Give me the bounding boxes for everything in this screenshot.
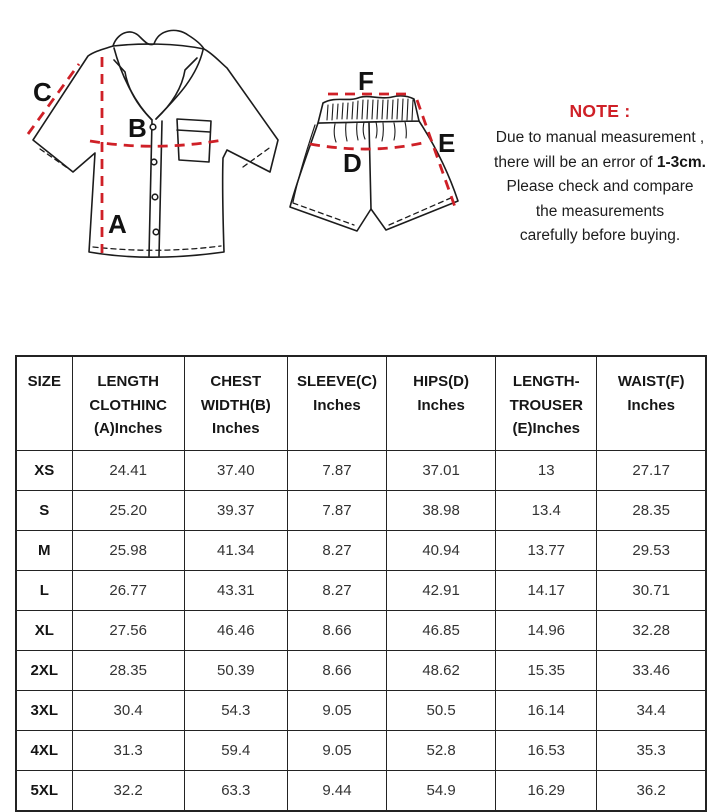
value-cell: 31.3 xyxy=(72,731,184,771)
measurement-label-e: E xyxy=(438,128,456,158)
header-row xyxy=(16,356,706,451)
value-cell: 8.66 xyxy=(287,611,386,651)
table-row xyxy=(16,771,706,812)
note-line: there will be an error of 1-3cm. xyxy=(494,153,706,171)
measurement-label-f: F xyxy=(358,66,374,96)
value-cell: 35.3 xyxy=(597,731,706,771)
size-cell: XL xyxy=(16,611,72,651)
value-cell: 16.29 xyxy=(496,771,597,812)
size-cell: L xyxy=(16,571,72,611)
value-cell: 32.28 xyxy=(597,611,706,651)
column-header-length-clothing-a xyxy=(72,356,184,451)
value-cell: 40.94 xyxy=(387,531,496,571)
value-cell: 38.98 xyxy=(387,491,496,531)
value-cell: 46.46 xyxy=(184,611,287,651)
value-cell: 42.91 xyxy=(387,571,496,611)
value-cell: 24.41 xyxy=(72,451,184,491)
column-header-line: (E)Inches xyxy=(512,420,580,437)
table-row xyxy=(16,651,706,691)
value-cell: 8.27 xyxy=(287,571,386,611)
value-cell: 32.2 xyxy=(72,771,184,812)
value-cell: 9.44 xyxy=(287,771,386,812)
note-block xyxy=(477,100,722,249)
column-header-line: CLOTHINC xyxy=(89,396,167,414)
value-cell: 59.4 xyxy=(184,731,287,771)
value-cell: 13.77 xyxy=(496,531,597,571)
value-cell: 16.14 xyxy=(496,691,597,731)
column-header-line: Inches xyxy=(417,396,465,414)
column-header-sleeve-c xyxy=(287,356,386,451)
note-title: NOTE : xyxy=(569,101,631,121)
measurement-label-c: C xyxy=(33,77,52,107)
table-row xyxy=(16,531,706,571)
size-table-header xyxy=(16,356,706,451)
column-header-line: HIPS(D) xyxy=(413,373,470,390)
value-cell: 54.3 xyxy=(184,691,287,731)
column-header-size xyxy=(16,356,72,451)
value-cell: 27.56 xyxy=(72,611,184,651)
value-cell: 30.4 xyxy=(72,691,184,731)
table-row xyxy=(16,451,706,491)
value-cell: 8.27 xyxy=(287,531,386,571)
value-cell: 15.35 xyxy=(496,651,597,691)
column-header-line: SIZE xyxy=(27,373,61,390)
table-row xyxy=(16,491,706,531)
value-cell: 46.85 xyxy=(387,611,496,651)
column-header-line: Inches xyxy=(212,420,260,437)
size-cell: XS xyxy=(16,451,72,491)
value-cell: 37.40 xyxy=(184,451,287,491)
value-cell: 36.2 xyxy=(597,771,706,812)
value-cell: 25.20 xyxy=(72,491,184,531)
value-cell: 52.8 xyxy=(387,731,496,771)
value-cell: 63.3 xyxy=(184,771,287,812)
size-cell: 2XL xyxy=(16,651,72,691)
value-cell: 48.62 xyxy=(387,651,496,691)
column-header-hips-d xyxy=(387,356,496,451)
column-header-line: WAIST(F) xyxy=(617,373,685,390)
size-cell: 3XL xyxy=(16,691,72,731)
table-row xyxy=(16,731,706,771)
note-line: the measurements xyxy=(535,202,665,220)
value-cell: 7.87 xyxy=(287,491,386,531)
value-cell: 41.34 xyxy=(184,531,287,571)
value-cell: 28.35 xyxy=(597,491,706,531)
value-cell: 29.53 xyxy=(597,531,706,571)
note-line: carefully before buying. xyxy=(519,227,681,245)
table-row xyxy=(16,571,706,611)
shorts-sketch xyxy=(290,96,458,231)
column-header-line: SLEEVE(C) xyxy=(296,373,377,390)
value-cell: 33.46 xyxy=(597,651,706,691)
column-header-chest-width-b xyxy=(184,356,287,451)
value-cell: 9.05 xyxy=(287,731,386,771)
shirt-sketch xyxy=(33,30,278,257)
column-header-waist-f xyxy=(597,356,706,451)
value-cell: 14.96 xyxy=(496,611,597,651)
value-cell: 16.53 xyxy=(496,731,597,771)
measurement-label-a: A xyxy=(108,209,127,239)
value-cell: 34.4 xyxy=(597,691,706,731)
value-cell: 13 xyxy=(496,451,597,491)
column-header-line: WIDTH(B) xyxy=(200,396,271,414)
value-cell: 28.35 xyxy=(72,651,184,691)
note-error-range: 1-3cm. xyxy=(656,153,706,171)
value-cell: 50.39 xyxy=(184,651,287,691)
size-table-section xyxy=(15,355,707,799)
note-line: Please check and compare xyxy=(506,178,694,196)
column-header-line: (A)Inches xyxy=(93,420,163,437)
measurement-label-d: D xyxy=(343,148,362,178)
value-cell: 26.77 xyxy=(72,571,184,611)
value-cell: 25.98 xyxy=(72,531,184,571)
column-header-line: LENGTH- xyxy=(512,373,580,390)
column-header-line: LENGTH xyxy=(97,373,159,390)
value-cell: 30.71 xyxy=(597,571,706,611)
value-cell: 14.17 xyxy=(496,571,597,611)
column-header-line: Inches xyxy=(627,396,675,414)
column-header-length-trouser-e xyxy=(496,356,597,451)
value-cell: 43.31 xyxy=(184,571,287,611)
size-cell: 5XL xyxy=(16,771,72,812)
size-table xyxy=(15,355,707,812)
table-row xyxy=(16,611,706,651)
value-cell: 27.17 xyxy=(597,451,706,491)
value-cell: 39.37 xyxy=(184,491,287,531)
value-cell: 50.5 xyxy=(387,691,496,731)
value-cell: 8.66 xyxy=(287,651,386,691)
table-row xyxy=(16,691,706,731)
note-line: Due to manual measurement , xyxy=(495,129,705,146)
value-cell: 13.4 xyxy=(496,491,597,531)
measurement-label-b: B xyxy=(128,113,147,143)
size-cell: S xyxy=(16,491,72,531)
size-cell: M xyxy=(16,531,72,571)
column-header-line: Inches xyxy=(313,396,361,414)
size-table-body xyxy=(16,451,706,812)
value-cell: 9.05 xyxy=(287,691,386,731)
column-header-line: TROUSER xyxy=(509,396,583,414)
value-cell: 37.01 xyxy=(387,451,496,491)
value-cell: 7.87 xyxy=(287,451,386,491)
value-cell: 54.9 xyxy=(387,771,496,812)
size-cell: 4XL xyxy=(16,731,72,771)
column-header-line: CHEST xyxy=(210,373,262,390)
